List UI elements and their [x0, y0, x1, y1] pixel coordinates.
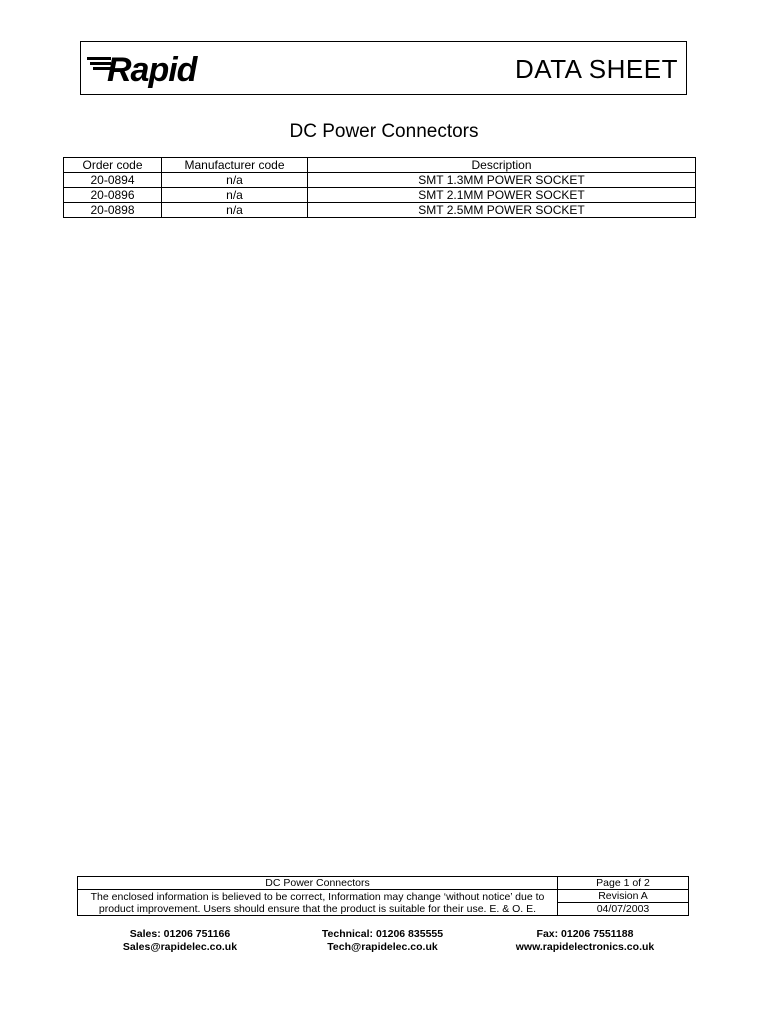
- sales-phone: Sales: 01206 751166: [129, 928, 231, 940]
- technical-email-link[interactable]: Tech@rapidelec.co.uk: [327, 941, 438, 953]
- footer-doc-name: DC Power Connectors: [78, 877, 558, 890]
- website-link[interactable]: www.rapidelectronics.co.uk: [515, 941, 655, 953]
- manufacturer-code-cell: n/a: [162, 203, 308, 218]
- footer-disclaimer: [78, 890, 558, 916]
- footer-table: [77, 876, 689, 916]
- description-cell: SMT 2.1MM POWER SOCKET: [308, 188, 696, 203]
- sheet-type-title: DATA SHEET: [515, 54, 678, 84]
- column-header-order-code: Order code: [64, 158, 162, 173]
- fax-contact: [500, 928, 670, 954]
- rapid-logo: [87, 48, 227, 88]
- order-code-cell: 20-0898: [64, 203, 162, 218]
- logo-text: Rapid: [107, 51, 197, 88]
- fax-number: Fax: 01206 7551188: [536, 928, 634, 940]
- header-box: [80, 41, 687, 95]
- description-cell: SMT 1.3MM POWER SOCKET: [308, 173, 696, 188]
- order-code-cell: 20-0896: [64, 188, 162, 203]
- table-row: [64, 173, 696, 188]
- column-header-manufacturer-code: Manufacturer code: [162, 158, 308, 173]
- technical-phone: Technical: 01206 835555: [321, 928, 444, 940]
- order-code-cell: 20-0894: [64, 173, 162, 188]
- footer-revision: Revision A: [558, 890, 689, 903]
- column-header-description: Description: [308, 158, 696, 173]
- sales-email-link[interactable]: Sales@rapidelec.co.uk: [122, 941, 238, 953]
- table-header-row: [64, 158, 696, 173]
- table-row: [64, 203, 696, 218]
- description-cell: SMT 2.5MM POWER SOCKET: [308, 203, 696, 218]
- document-title: DC Power Connectors: [289, 121, 479, 142]
- sales-contact: [100, 928, 260, 954]
- manufacturer-code-cell: n/a: [162, 173, 308, 188]
- product-table: [63, 157, 696, 218]
- disclaimer-line-1: The enclosed information is believed to be correct, Information may change ‘without notice’ due to: [90, 890, 545, 903]
- footer-date: 04/07/2003: [558, 903, 689, 916]
- technical-contact: [290, 928, 475, 954]
- footer-page-number: Page 1 of 2: [558, 877, 689, 890]
- disclaimer-line-2: product improvement. Users should ensure that the product is suitable for their use. E. & O. E.: [98, 902, 537, 915]
- manufacturer-code-cell: n/a: [162, 188, 308, 203]
- table-row: [64, 188, 696, 203]
